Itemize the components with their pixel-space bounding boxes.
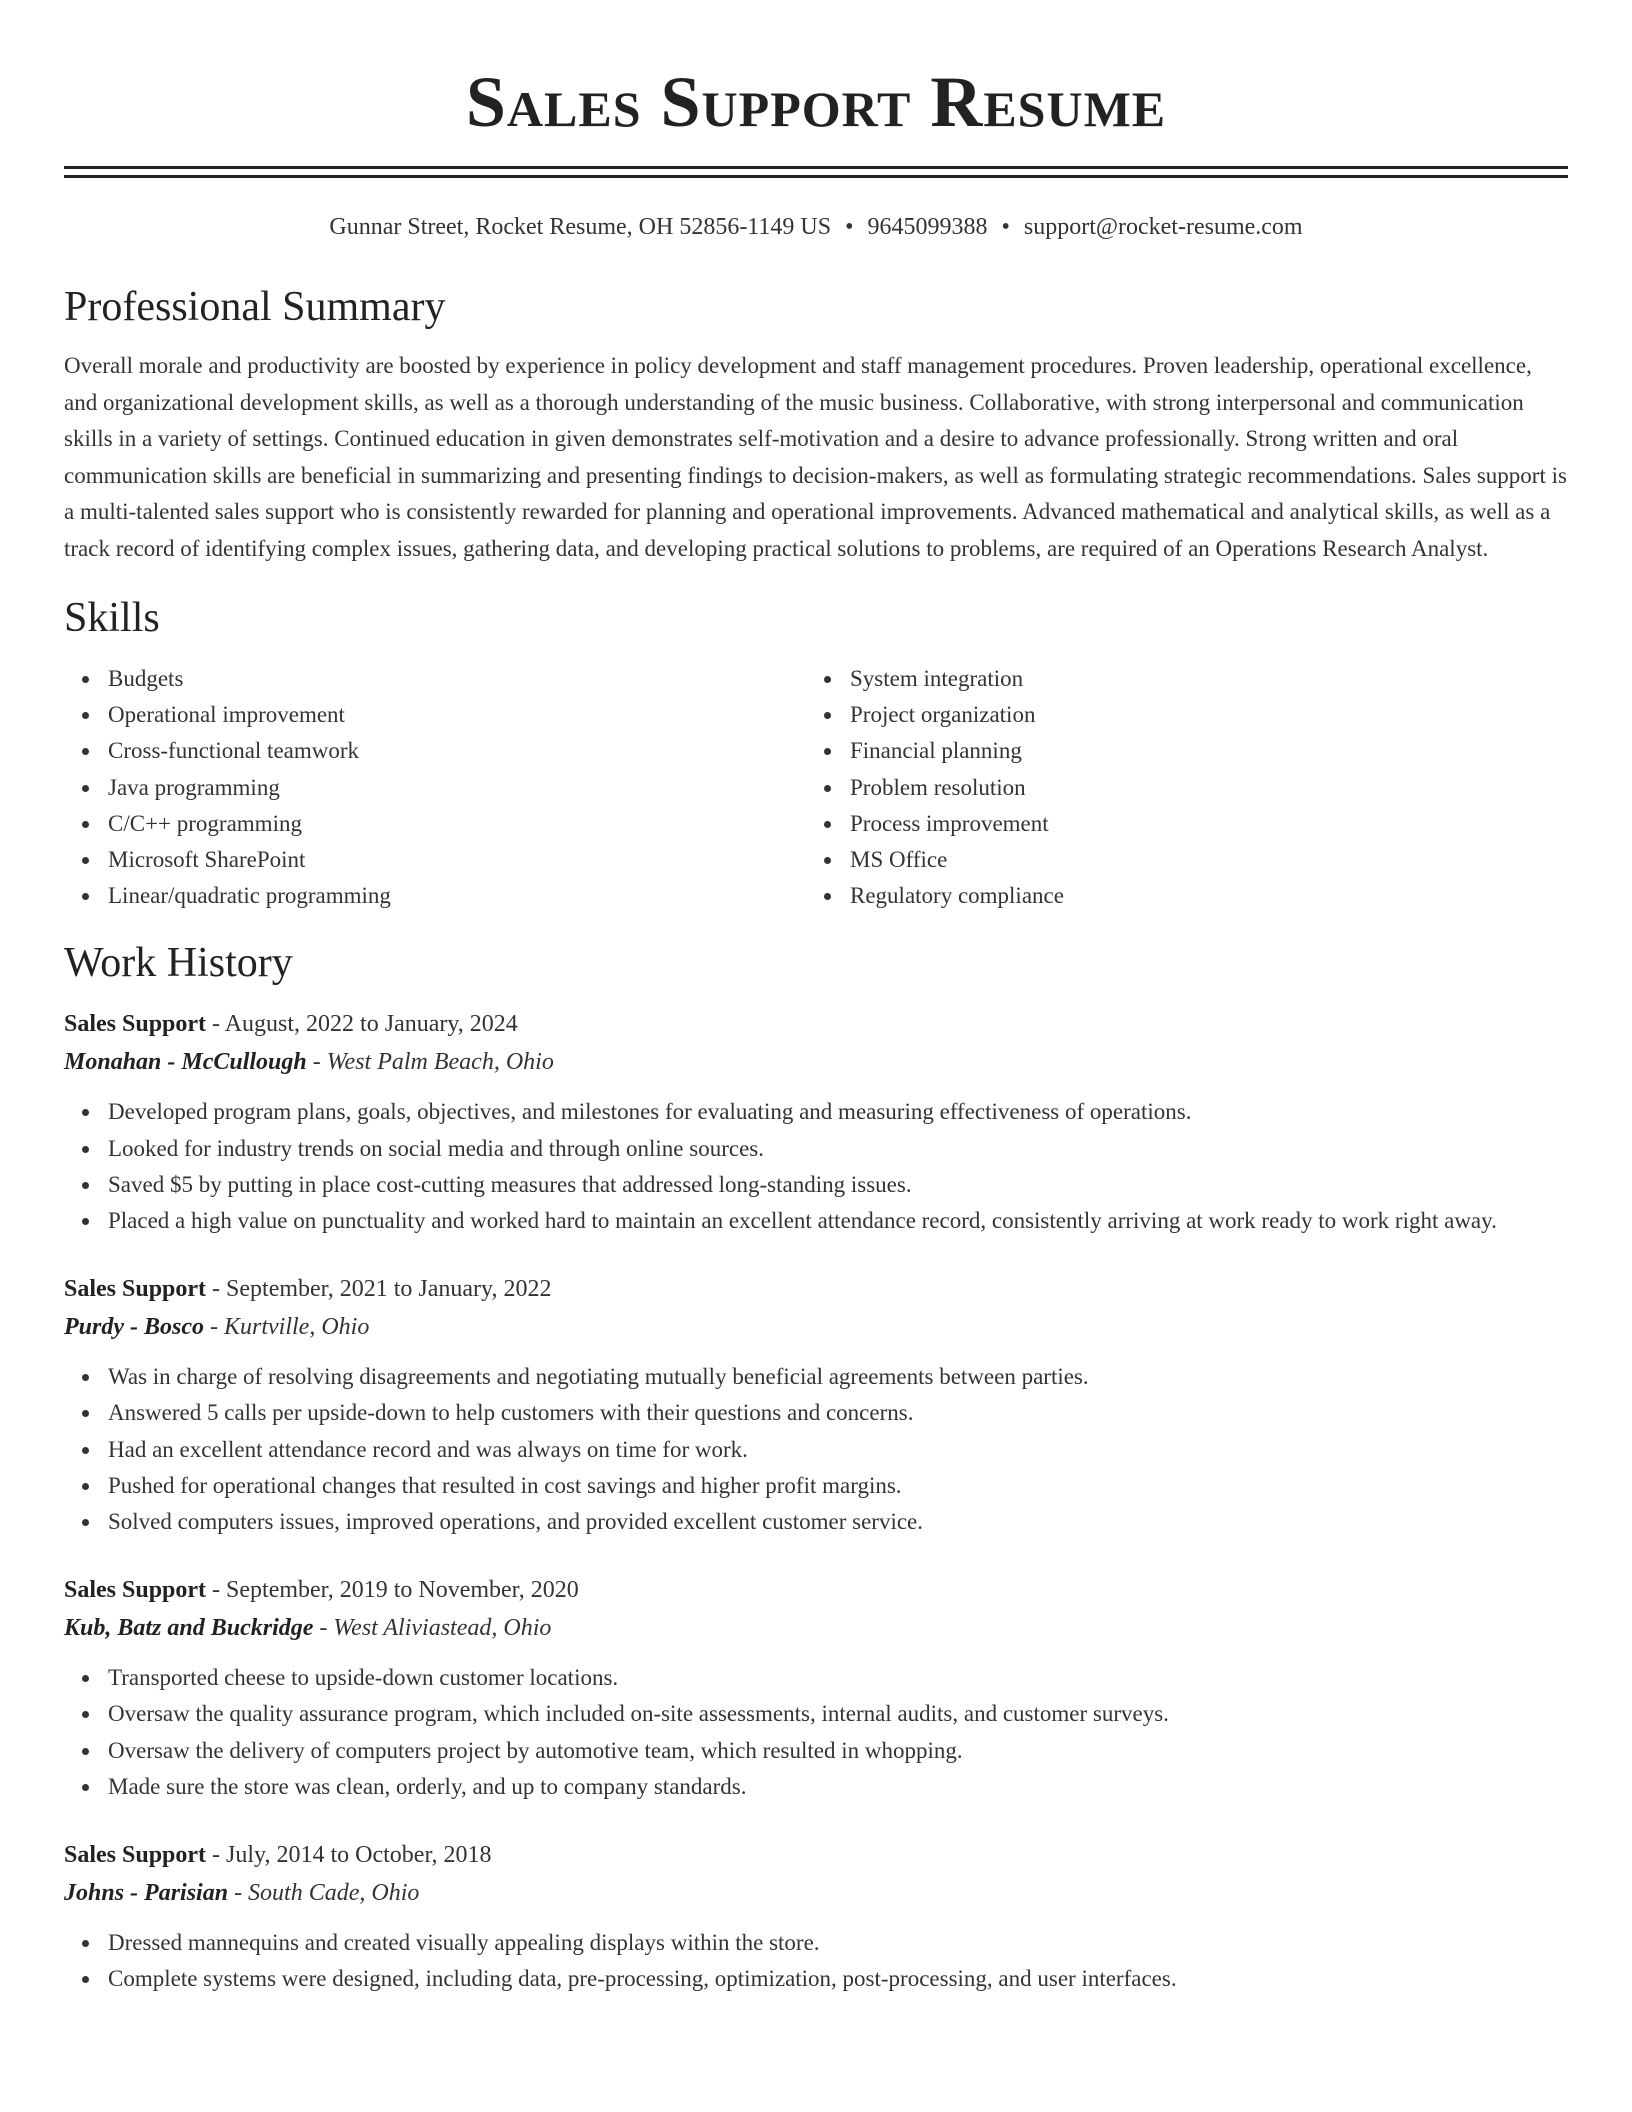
skill-item: Cross-functional teamwork: [64, 733, 806, 769]
job-bullets: [64, 1660, 1568, 1805]
job-location: - South Cade, Ohio: [228, 1880, 420, 1907]
job-company: Monahan - McCullough: [64, 1049, 307, 1076]
work-history-heading: Work History: [64, 940, 293, 987]
job-bullet: Pushed for operational changes that resulted in cost savings and higher profit margins.: [64, 1468, 1568, 1504]
skills-list: [64, 661, 1568, 914]
job-bullet: Looked for industry trends on social media and through online sources.: [64, 1131, 1568, 1167]
skill-item: Budgets: [64, 661, 806, 697]
skill-item: Problem resolution: [806, 770, 1548, 806]
resume-page: [64, 0, 1568, 1997]
skill-item: Linear/quadratic programming: [64, 878, 806, 914]
job-location: - Kurtville, Ohio: [204, 1314, 370, 1341]
job-bullet: Complete systems were designed, including data, pre-processing, optimization, post-processing, and user interfaces.: [64, 1961, 1568, 1997]
contact-address: Gunnar Street, Rocket Resume, OH 52856-1149 US: [329, 214, 832, 240]
job-company-line: [64, 1042, 1568, 1082]
job-dates: - August, 2022 to January, 2024: [206, 1011, 518, 1038]
job-bullet: Had an excellent attendance record and was always on time for work.: [64, 1432, 1568, 1468]
job-entry: [64, 1006, 1568, 1239]
job-bullet: Dressed mannequins and created visually appealing displays within the store.: [64, 1925, 1568, 1961]
contact-phone: 9645099388: [867, 214, 988, 240]
skill-item: Java programming: [64, 770, 806, 806]
job-role-line: [64, 1006, 1568, 1042]
job-location: - West Palm Beach, Ohio: [306, 1049, 554, 1076]
summary-text: Overall morale and productivity are boosted by experience in policy development and staff management procedures. Proven leadership, operational excellence, and organizational development skills, as well as a thorough understanding of the music business. Collaborative, with strong interpersonal and communication skills in a variety of settings. Continued education in given demonstrates self-motivation and a desire to advance professionally. Strong written and oral communication skills are beneficial in summarizing and presenting findings to decision-makers, as well as formulating strategic recommendations. Sales support is a multi-talented sales support who is consistently rewarded for planning and operational improvements. Advanced mathematical and analytical skills, as well as a track record of identifying complex issues, gathering data, and developing practical solutions to problems, are required of an Operations Research Analyst.: [64, 353, 1567, 561]
skill-item: MS Office: [806, 842, 1548, 878]
job-entry: [64, 1572, 1568, 1805]
job-dates: - September, 2021 to January, 2022: [206, 1276, 552, 1303]
resume-title: Sales Support Resume: [465, 62, 1167, 142]
title-divider-bottom: [64, 175, 1568, 178]
job-role: Sales Support: [64, 1276, 207, 1303]
job-bullet: Developed program plans, goals, objectives, and milestones for evaluating and measuring effectiveness of operations.: [64, 1094, 1568, 1130]
contact-separator: •: [1001, 214, 1010, 240]
job-role-line: [64, 1271, 1568, 1307]
job-bullet: Oversaw the quality assurance program, which included on-site assessments, internal audits, and customer surveys.: [64, 1696, 1568, 1732]
job-company-line: [64, 1873, 1568, 1913]
job-role: Sales Support: [64, 1011, 207, 1038]
work-history-list: [64, 1006, 1568, 1997]
job-location: - West Aliviastead, Ohio: [313, 1615, 552, 1642]
job-bullet: Saved $5 by putting in place cost-cutting measures that addressed long-standing issues.: [64, 1167, 1568, 1203]
job-company: Purdy - Bosco: [64, 1314, 204, 1341]
job-company-line: [64, 1307, 1568, 1347]
job-bullet: Made sure the store was clean, orderly, and up to company standards.: [64, 1769, 1568, 1805]
job-company-line: [64, 1608, 1568, 1648]
job-company: Kub, Batz and Buckridge: [64, 1615, 314, 1642]
job-bullets: [64, 1094, 1568, 1239]
job-dates: - September, 2019 to November, 2020: [206, 1577, 579, 1604]
skill-item: C/C++ programming: [64, 806, 806, 842]
skill-item: System integration: [806, 661, 1548, 697]
job-company: Johns - Parisian: [64, 1880, 229, 1907]
job-bullet: Solved computers issues, improved operations, and provided excellent customer service.: [64, 1504, 1568, 1540]
skill-item: Financial planning: [806, 733, 1548, 769]
skill-item: Process improvement: [806, 806, 1548, 842]
job-bullets: [64, 1925, 1568, 1997]
skills-heading: Skills: [64, 595, 160, 641]
skill-item: Microsoft SharePoint: [64, 842, 806, 878]
skills-column-left: [64, 661, 806, 914]
job-role: Sales Support: [64, 1842, 207, 1869]
summary-heading: Professional Summary: [64, 284, 446, 330]
skill-item: Regulatory compliance: [806, 878, 1548, 914]
contact-email: support@rocket-resume.com: [1023, 214, 1303, 240]
contact-line: [64, 212, 1568, 242]
skill-item: Project organization: [806, 697, 1548, 733]
title-divider-top: [64, 166, 1568, 169]
skills-column-right: [806, 661, 1548, 914]
contact-separator: •: [845, 214, 854, 240]
job-bullet: Answered 5 calls per upside-down to help customers with their questions and concerns.: [64, 1395, 1568, 1431]
job-dates: - July, 2014 to October, 2018: [206, 1842, 492, 1869]
job-bullet: Was in charge of resolving disagreements and negotiating mutually beneficial agreements between parties.: [64, 1359, 1568, 1395]
job-role: Sales Support: [64, 1577, 207, 1604]
job-bullet: Oversaw the delivery of computers project by automotive team, which resulted in whopping.: [64, 1733, 1568, 1769]
job-role-line: [64, 1837, 1568, 1873]
job-bullet: Placed a high value on punctuality and worked hard to maintain an excellent attendance record, consistently arriving at work ready to work right away.: [64, 1203, 1568, 1239]
skill-item: Operational improvement: [64, 697, 806, 733]
job-bullet: Transported cheese to upside-down customer locations.: [64, 1660, 1568, 1696]
job-entry: [64, 1271, 1568, 1540]
job-entry: [64, 1837, 1568, 1997]
job-role-line: [64, 1572, 1568, 1608]
job-bullets: [64, 1359, 1568, 1540]
